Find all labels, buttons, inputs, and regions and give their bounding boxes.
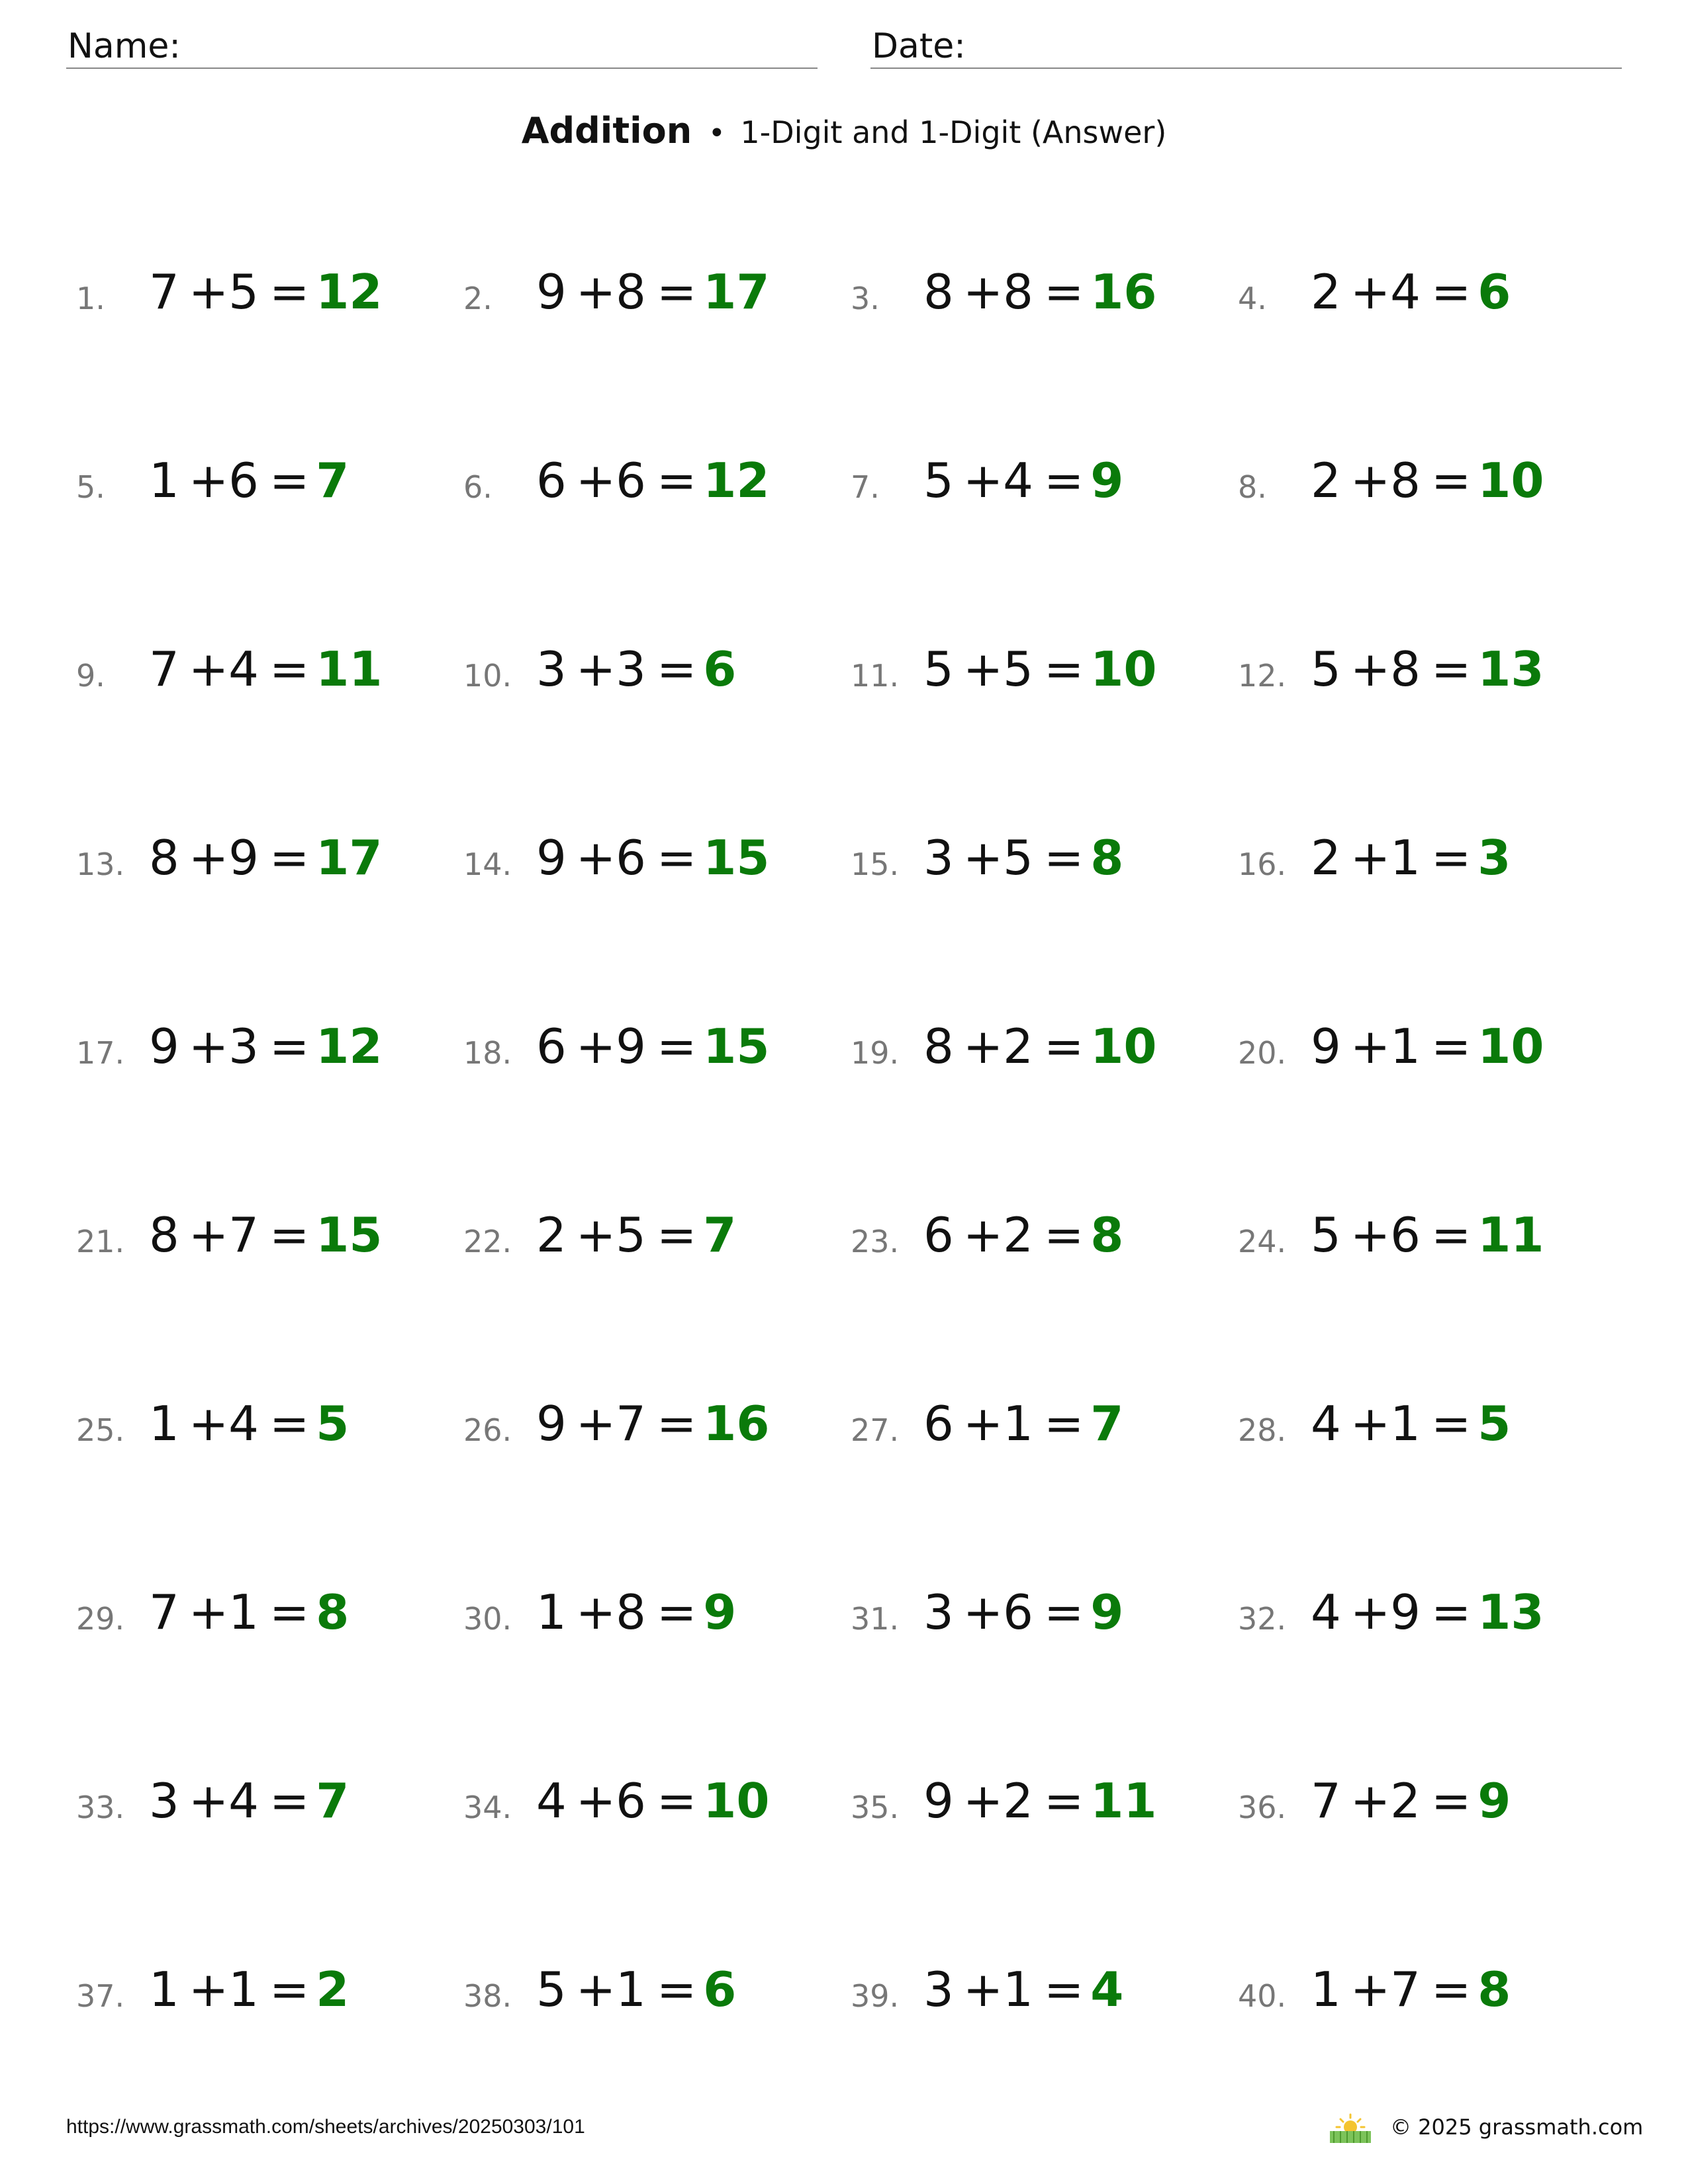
addend-a: 4 bbox=[1311, 1396, 1341, 1451]
problem-expression bbox=[923, 1771, 1156, 1831]
problem-number: 35. bbox=[851, 1790, 900, 1825]
date-field[interactable] bbox=[870, 25, 1622, 69]
addend-b: 1 bbox=[1390, 1019, 1421, 1074]
equals-sign: = bbox=[1430, 1019, 1472, 1074]
addend-b: 4 bbox=[228, 641, 259, 697]
addend-a: 8 bbox=[923, 264, 954, 320]
plus-sign: + bbox=[1350, 641, 1391, 697]
plus-sign: + bbox=[188, 1019, 229, 1074]
problem-number: 7. bbox=[851, 469, 880, 505]
addend-a: 5 bbox=[923, 641, 954, 697]
answer: 17 bbox=[703, 264, 770, 320]
addend-b: 4 bbox=[228, 1396, 259, 1451]
date-label: Date: bbox=[872, 26, 966, 66]
footer-url[interactable]: https://www.grassmath.com/sheets/archives/20250303/101 bbox=[66, 2116, 585, 2138]
addend-a: 3 bbox=[149, 1773, 179, 1829]
problem-number: 5. bbox=[76, 469, 105, 505]
answer: 7 bbox=[316, 453, 350, 508]
answer: 11 bbox=[316, 641, 383, 697]
equals-sign: = bbox=[269, 1019, 310, 1074]
plus-sign: + bbox=[188, 453, 229, 508]
problem-number: 36. bbox=[1238, 1790, 1287, 1825]
plus-sign: + bbox=[188, 830, 229, 886]
addend-b: 6 bbox=[1003, 1584, 1033, 1640]
plus-sign: + bbox=[188, 1962, 229, 2017]
plus-sign: + bbox=[188, 641, 229, 697]
equals-sign: = bbox=[1430, 453, 1472, 508]
problem-number: 28. bbox=[1238, 1412, 1287, 1448]
answer: 6 bbox=[703, 1962, 737, 2017]
addend-b: 6 bbox=[1390, 1207, 1421, 1263]
problem-expression bbox=[923, 1394, 1123, 1453]
answer: 13 bbox=[1477, 1584, 1544, 1640]
addend-b: 5 bbox=[228, 264, 259, 320]
equals-sign: = bbox=[269, 1207, 310, 1263]
addend-a: 2 bbox=[1311, 264, 1341, 320]
addend-a: 1 bbox=[536, 1584, 567, 1640]
equals-sign: = bbox=[656, 641, 697, 697]
addend-b: 5 bbox=[616, 1207, 646, 1263]
equals-sign: = bbox=[1430, 264, 1472, 320]
problem-expression bbox=[536, 1960, 736, 2019]
equals-sign: = bbox=[656, 1584, 697, 1640]
plus-sign: + bbox=[1350, 1207, 1391, 1263]
problem-expression bbox=[923, 1017, 1156, 1076]
problem-expression bbox=[536, 1582, 736, 1642]
addend-a: 9 bbox=[536, 1396, 567, 1451]
worksheet-title bbox=[0, 105, 1688, 160]
plus-sign: + bbox=[575, 641, 616, 697]
answer: 10 bbox=[1477, 1019, 1544, 1074]
answer: 5 bbox=[316, 1396, 350, 1451]
addend-a: 9 bbox=[149, 1019, 179, 1074]
answer: 9 bbox=[703, 1584, 737, 1640]
addend-b: 8 bbox=[1003, 264, 1033, 320]
plus-sign: + bbox=[962, 1207, 1004, 1263]
equals-sign: = bbox=[1430, 1207, 1472, 1263]
addend-a: 8 bbox=[149, 830, 179, 886]
problem-expression bbox=[923, 1205, 1123, 1265]
problem-expression bbox=[1311, 1017, 1544, 1076]
problem-number: 13. bbox=[76, 846, 125, 882]
addend-a: 4 bbox=[536, 1773, 567, 1829]
answer: 12 bbox=[703, 453, 770, 508]
title-separator: • bbox=[708, 116, 726, 150]
addend-a: 3 bbox=[923, 1584, 954, 1640]
addend-a: 2 bbox=[1311, 453, 1341, 508]
problem-number: 17. bbox=[76, 1035, 125, 1071]
answer: 16 bbox=[703, 1396, 770, 1451]
plus-sign: + bbox=[1350, 1962, 1391, 2017]
plus-sign: + bbox=[575, 1396, 616, 1451]
answer: 9 bbox=[1090, 1584, 1124, 1640]
equals-sign: = bbox=[656, 1019, 697, 1074]
equals-sign: = bbox=[1043, 453, 1084, 508]
equals-sign: = bbox=[1043, 830, 1084, 886]
problem-number: 32. bbox=[1238, 1601, 1287, 1637]
plus-sign: + bbox=[575, 1584, 616, 1640]
grass-sun-logo-icon bbox=[1327, 2111, 1374, 2144]
plus-sign: + bbox=[962, 830, 1004, 886]
equals-sign: = bbox=[1043, 1773, 1084, 1829]
problem-expression bbox=[149, 262, 382, 322]
equals-sign: = bbox=[1043, 264, 1084, 320]
problem-expression bbox=[149, 828, 382, 887]
addend-b: 1 bbox=[228, 1962, 259, 2017]
problem-expression bbox=[536, 1205, 736, 1265]
equals-sign: = bbox=[656, 453, 697, 508]
problem-expression bbox=[923, 639, 1156, 699]
plus-sign: + bbox=[1350, 1773, 1391, 1829]
plus-sign: + bbox=[188, 264, 229, 320]
addend-b: 9 bbox=[1390, 1584, 1421, 1640]
problem-expression bbox=[149, 1771, 349, 1831]
answer: 9 bbox=[1477, 1773, 1511, 1829]
equals-sign: = bbox=[269, 1584, 310, 1640]
addend-a: 9 bbox=[1311, 1019, 1341, 1074]
plus-sign: + bbox=[1350, 1584, 1391, 1640]
addend-b: 6 bbox=[616, 830, 646, 886]
addend-a: 7 bbox=[149, 641, 179, 697]
problem-expression bbox=[149, 639, 382, 699]
answer: 12 bbox=[316, 264, 383, 320]
equals-sign: = bbox=[1043, 1207, 1084, 1263]
addend-b: 1 bbox=[1003, 1396, 1033, 1451]
equals-sign: = bbox=[269, 641, 310, 697]
addend-a: 2 bbox=[1311, 830, 1341, 886]
problem-expression bbox=[923, 451, 1123, 510]
addend-b: 1 bbox=[228, 1584, 259, 1640]
plus-sign: + bbox=[1350, 264, 1391, 320]
problem-number: 26. bbox=[463, 1412, 512, 1448]
equals-sign: = bbox=[1043, 1396, 1084, 1451]
problem-expression bbox=[536, 639, 736, 699]
equals-sign: = bbox=[269, 1962, 310, 2017]
problem-number: 18. bbox=[463, 1035, 512, 1071]
answer: 10 bbox=[1090, 1019, 1157, 1074]
plus-sign: + bbox=[962, 1962, 1004, 2017]
plus-sign: + bbox=[962, 453, 1004, 508]
problem-expression bbox=[923, 828, 1123, 887]
answer: 8 bbox=[1090, 830, 1124, 886]
problem-number: 11. bbox=[851, 658, 900, 694]
title-main: Addition bbox=[521, 110, 692, 152]
name-label: Name: bbox=[68, 26, 181, 66]
problem-expression bbox=[536, 828, 769, 887]
problem-expression bbox=[1311, 828, 1511, 887]
plus-sign: + bbox=[575, 1773, 616, 1829]
problem-expression bbox=[149, 1017, 382, 1076]
addend-a: 1 bbox=[149, 453, 179, 508]
addend-a: 7 bbox=[149, 1584, 179, 1640]
answer: 7 bbox=[703, 1207, 737, 1263]
addend-b: 7 bbox=[616, 1396, 646, 1451]
equals-sign: = bbox=[1043, 1584, 1084, 1640]
problem-expression bbox=[536, 1017, 769, 1076]
addend-a: 3 bbox=[536, 641, 567, 697]
addend-a: 9 bbox=[536, 264, 567, 320]
addend-b: 1 bbox=[1390, 1396, 1421, 1451]
problem-expression bbox=[149, 1205, 382, 1265]
problem-number: 3. bbox=[851, 281, 880, 316]
problem-number: 21. bbox=[76, 1224, 125, 1259]
plus-sign: + bbox=[962, 1019, 1004, 1074]
problem-number: 15. bbox=[851, 846, 900, 882]
plus-sign: + bbox=[575, 1019, 616, 1074]
problem-number: 10. bbox=[463, 658, 512, 694]
addend-a: 6 bbox=[536, 1019, 567, 1074]
equals-sign: = bbox=[656, 1962, 697, 2017]
addend-a: 9 bbox=[923, 1773, 954, 1829]
answer: 10 bbox=[1090, 641, 1157, 697]
problem-number: 22. bbox=[463, 1224, 512, 1259]
addend-a: 3 bbox=[923, 830, 954, 886]
addend-b: 3 bbox=[228, 1019, 259, 1074]
addend-b: 1 bbox=[616, 1962, 646, 2017]
equals-sign: = bbox=[269, 264, 310, 320]
plus-sign: + bbox=[575, 830, 616, 886]
addend-b: 8 bbox=[1390, 641, 1421, 697]
problem-number: 33. bbox=[76, 1790, 125, 1825]
addend-b: 2 bbox=[1390, 1773, 1421, 1829]
equals-sign: = bbox=[1043, 641, 1084, 697]
problem-number: 20. bbox=[1238, 1035, 1287, 1071]
addend-a: 6 bbox=[923, 1396, 954, 1451]
addend-a: 8 bbox=[923, 1019, 954, 1074]
problem-expression bbox=[1311, 451, 1544, 510]
answer: 15 bbox=[703, 1019, 770, 1074]
problem-number: 1. bbox=[76, 281, 105, 316]
answer: 11 bbox=[1090, 1773, 1157, 1829]
problem-expression bbox=[1311, 1771, 1511, 1831]
equals-sign: = bbox=[1430, 641, 1472, 697]
problem-expression bbox=[1311, 1394, 1511, 1453]
answer: 10 bbox=[703, 1773, 770, 1829]
equals-sign: = bbox=[269, 1396, 310, 1451]
problem-number: 23. bbox=[851, 1224, 900, 1259]
answer: 11 bbox=[1477, 1207, 1544, 1263]
problem-expression bbox=[149, 1394, 349, 1453]
equals-sign: = bbox=[269, 1773, 310, 1829]
addend-a: 3 bbox=[923, 1962, 954, 2017]
problem-number: 38. bbox=[463, 1978, 512, 2014]
addend-b: 9 bbox=[228, 830, 259, 886]
answer: 12 bbox=[316, 1019, 383, 1074]
plus-sign: + bbox=[1350, 453, 1391, 508]
answer: 5 bbox=[1477, 1396, 1511, 1451]
equals-sign: = bbox=[656, 1207, 697, 1263]
name-field[interactable] bbox=[66, 25, 818, 69]
answer: 10 bbox=[1477, 453, 1544, 508]
problem-expression bbox=[923, 1960, 1123, 2019]
problem-expression bbox=[1311, 1960, 1511, 2019]
addend-b: 3 bbox=[616, 641, 646, 697]
addend-a: 4 bbox=[1311, 1584, 1341, 1640]
addend-a: 9 bbox=[536, 830, 567, 886]
addend-b: 8 bbox=[616, 1584, 646, 1640]
addend-a: 6 bbox=[536, 453, 567, 508]
answer: 17 bbox=[316, 830, 383, 886]
equals-sign: = bbox=[1430, 1962, 1472, 2017]
addend-a: 8 bbox=[149, 1207, 179, 1263]
addend-b: 2 bbox=[1003, 1773, 1033, 1829]
equals-sign: = bbox=[269, 830, 310, 886]
problem-expression bbox=[149, 1960, 349, 2019]
answer: 6 bbox=[703, 641, 737, 697]
problem-number: 27. bbox=[851, 1412, 900, 1448]
problem-number: 4. bbox=[1238, 281, 1267, 316]
answer: 7 bbox=[316, 1773, 350, 1829]
problem-expression bbox=[923, 1582, 1123, 1642]
equals-sign: = bbox=[269, 453, 310, 508]
plus-sign: + bbox=[962, 264, 1004, 320]
equals-sign: = bbox=[1043, 1019, 1084, 1074]
answer: 2 bbox=[316, 1962, 350, 2017]
title-subtitle: 1-Digit and 1-Digit (Answer) bbox=[740, 114, 1167, 150]
problem-number: 34. bbox=[463, 1790, 512, 1825]
answer: 8 bbox=[1090, 1207, 1124, 1263]
plus-sign: + bbox=[188, 1396, 229, 1451]
equals-sign: = bbox=[656, 1773, 697, 1829]
problem-number: 25. bbox=[76, 1412, 125, 1448]
problem-number: 14. bbox=[463, 846, 512, 882]
plus-sign: + bbox=[575, 453, 616, 508]
addend-b: 4 bbox=[1003, 453, 1033, 508]
answer: 3 bbox=[1477, 830, 1511, 886]
plus-sign: + bbox=[1350, 830, 1391, 886]
answer: 15 bbox=[703, 830, 770, 886]
plus-sign: + bbox=[188, 1773, 229, 1829]
addend-a: 1 bbox=[149, 1962, 179, 2017]
problem-expression bbox=[1311, 1205, 1544, 1265]
addend-b: 4 bbox=[1390, 264, 1421, 320]
addend-a: 6 bbox=[923, 1207, 954, 1263]
equals-sign: = bbox=[656, 830, 697, 886]
plus-sign: + bbox=[1350, 1396, 1391, 1451]
addend-b: 6 bbox=[228, 453, 259, 508]
problem-number: 9. bbox=[76, 658, 105, 694]
plus-sign: + bbox=[188, 1207, 229, 1263]
answer: 7 bbox=[1090, 1396, 1124, 1451]
footer-copyright: © 2025 grassmath.com bbox=[1390, 2115, 1644, 2140]
problem-number: 12. bbox=[1238, 658, 1287, 694]
addend-b: 6 bbox=[616, 453, 646, 508]
addend-a: 5 bbox=[536, 1962, 567, 2017]
problem-number: 16. bbox=[1238, 846, 1287, 882]
addend-b: 7 bbox=[1390, 1962, 1421, 2017]
addend-a: 5 bbox=[1311, 1207, 1341, 1263]
equals-sign: = bbox=[1043, 1962, 1084, 2017]
problem-expression bbox=[149, 1582, 349, 1642]
addend-a: 5 bbox=[1311, 641, 1341, 697]
addend-a: 1 bbox=[1311, 1962, 1341, 2017]
problem-number: 39. bbox=[851, 1978, 900, 2014]
problem-number: 19. bbox=[851, 1035, 900, 1071]
plus-sign: + bbox=[962, 1773, 1004, 1829]
equals-sign: = bbox=[1430, 1773, 1472, 1829]
problem-expression bbox=[1311, 262, 1511, 322]
answer: 16 bbox=[1090, 264, 1157, 320]
addend-b: 1 bbox=[1390, 830, 1421, 886]
problem-expression bbox=[149, 451, 349, 510]
addend-b: 6 bbox=[616, 1773, 646, 1829]
addend-b: 7 bbox=[228, 1207, 259, 1263]
plus-sign: + bbox=[962, 1396, 1004, 1451]
addend-a: 7 bbox=[1311, 1773, 1341, 1829]
plus-sign: + bbox=[962, 1584, 1004, 1640]
answer: 8 bbox=[316, 1584, 350, 1640]
addend-b: 2 bbox=[1003, 1019, 1033, 1074]
problem-number: 2. bbox=[463, 281, 492, 316]
addend-a: 1 bbox=[149, 1396, 179, 1451]
equals-sign: = bbox=[1430, 830, 1472, 886]
equals-sign: = bbox=[1430, 1584, 1472, 1640]
equals-sign: = bbox=[656, 264, 697, 320]
problem-number: 8. bbox=[1238, 469, 1267, 505]
problem-number: 40. bbox=[1238, 1978, 1287, 2014]
equals-sign: = bbox=[656, 1396, 697, 1451]
plus-sign: + bbox=[575, 1962, 616, 2017]
problem-expression bbox=[1311, 639, 1544, 699]
plus-sign: + bbox=[575, 1207, 616, 1263]
addend-a: 2 bbox=[536, 1207, 567, 1263]
addend-b: 8 bbox=[1390, 453, 1421, 508]
answer: 13 bbox=[1477, 641, 1544, 697]
plus-sign: + bbox=[575, 264, 616, 320]
addend-b: 1 bbox=[1003, 1962, 1033, 2017]
addend-a: 5 bbox=[923, 453, 954, 508]
addend-a: 7 bbox=[149, 264, 179, 320]
addend-b: 5 bbox=[1003, 830, 1033, 886]
problem-expression bbox=[536, 1771, 769, 1831]
answer: 9 bbox=[1090, 453, 1124, 508]
addend-b: 9 bbox=[616, 1019, 646, 1074]
answer: 15 bbox=[316, 1207, 383, 1263]
answer: 6 bbox=[1477, 264, 1511, 320]
answer: 4 bbox=[1090, 1962, 1124, 2017]
problem-number: 37. bbox=[76, 1978, 125, 2014]
problem-number: 6. bbox=[463, 469, 492, 505]
plus-sign: + bbox=[962, 641, 1004, 697]
problem-expression bbox=[536, 262, 769, 322]
addend-b: 8 bbox=[616, 264, 646, 320]
problem-number: 29. bbox=[76, 1601, 125, 1637]
equals-sign: = bbox=[1430, 1396, 1472, 1451]
problem-expression bbox=[1311, 1582, 1544, 1642]
problem-number: 30. bbox=[463, 1601, 512, 1637]
plus-sign: + bbox=[1350, 1019, 1391, 1074]
plus-sign: + bbox=[188, 1584, 229, 1640]
problem-expression bbox=[923, 262, 1156, 322]
addend-b: 5 bbox=[1003, 641, 1033, 697]
problem-expression bbox=[536, 1394, 769, 1453]
addend-b: 2 bbox=[1003, 1207, 1033, 1263]
problem-number: 31. bbox=[851, 1601, 900, 1637]
problem-expression bbox=[536, 451, 769, 510]
answer: 8 bbox=[1477, 1962, 1511, 2017]
addend-b: 4 bbox=[228, 1773, 259, 1829]
problem-number: 24. bbox=[1238, 1224, 1287, 1259]
